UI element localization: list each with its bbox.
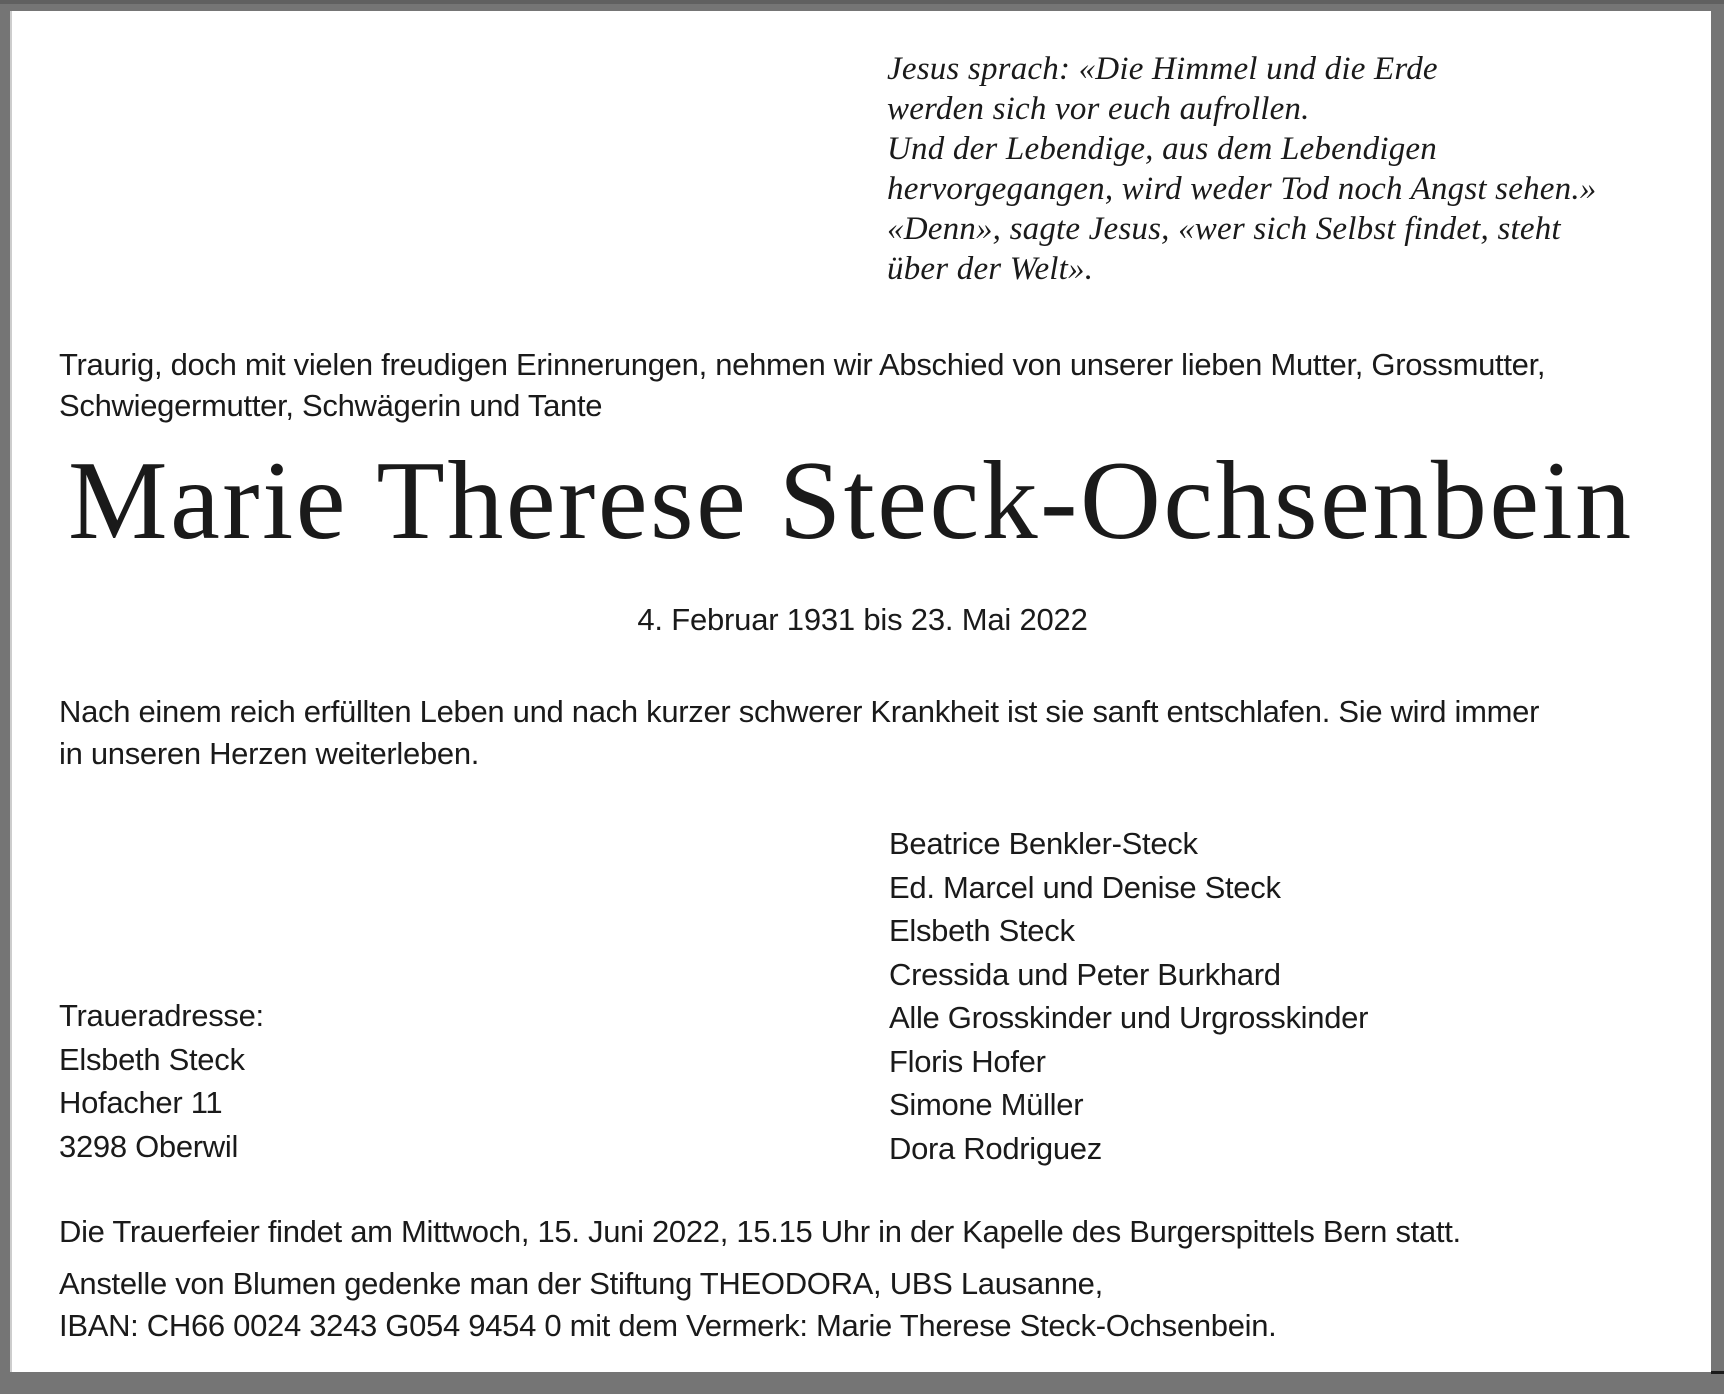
family-member: Ed. Marcel und Denise Steck	[889, 869, 1281, 905]
donation-iban-line: IBAN: CH66 0024 3243 G054 9454 0 mit dem Vermerk: Marie Therese Steck-Ochsenbein.	[59, 1308, 1277, 1343]
intro-line: Schwiegermutter, Schwägerin und Tante	[59, 388, 603, 423]
deceased-name: Marie Therese Steck-Ochsenbein	[68, 439, 1634, 563]
funeral-service-info: Die Trauerfeier findet am Mittwoch, 15. Juni 2022, 15.15 Uhr in der Kapelle des Burgerspittels Bern statt.	[59, 1214, 1461, 1249]
family-list	[889, 822, 1368, 1170]
quote-line: über der Welt».	[887, 251, 1094, 287]
family-member: Simone Müller	[889, 1087, 1084, 1122]
quote-line: Jesus sprach: «Die Himmel und die Erde	[887, 51, 1438, 87]
quote-line: Und der Lebendige, aus dem Lebendigen	[887, 131, 1437, 167]
donation-line: Anstelle von Blumen gedenke man der Stiftung THEODORA, UBS Lausanne,	[59, 1266, 1103, 1301]
frame-top-edge	[0, 0, 1724, 4]
family-member: Floris Hofer	[889, 1043, 1046, 1079]
quote-line: hervorgegangen, wird weder Tod noch Angst sehen.»	[887, 171, 1597, 207]
intro-line: Traurig, doch mit vielen freudigen Erinnerungen, nehmen wir Abschied von unserer lieben Mutter, Grossmutter,	[59, 347, 1546, 382]
mourning-address-line: 3298 Oberwil	[59, 1128, 239, 1164]
family-member: Elsbeth Steck	[889, 913, 1075, 948]
life-dates: 4. Februar 1931 bis 23. Mai 2022	[637, 602, 1088, 637]
obituary-page	[10, 11, 1711, 1372]
family-member: Alle Grosskinder und Urgrosskinder	[889, 1000, 1369, 1035]
mourning-address	[59, 994, 264, 1168]
mourning-address-line: Hofacher 11	[59, 1085, 223, 1120]
eulogy-line: Nach einem reich erfüllten Leben und nach kurzer schwerer Krankheit ist sie sanft entschlafen. Sie wird immer	[59, 694, 1540, 729]
eulogy-line: in unseren Herzen weiterleben.	[59, 735, 480, 771]
family-member: Dora Rodriguez	[889, 1130, 1102, 1166]
donation-info	[59, 1263, 1277, 1347]
scan-artifact-mark	[1711, 1371, 1724, 1374]
scripture-quote	[887, 49, 1596, 289]
family-member: Beatrice Benkler-Steck	[889, 826, 1198, 861]
announcement-intro	[59, 344, 1545, 426]
quote-line: «Denn», sagte Jesus, «wer sich Selbst findet, steht	[887, 211, 1561, 247]
quote-line: werden sich vor euch aufrollen.	[887, 91, 1310, 127]
mourning-address-label: Traueradresse:	[59, 998, 264, 1033]
family-member: Cressida und Peter Burkhard	[889, 956, 1281, 992]
eulogy-text	[59, 691, 1539, 774]
mourning-address-line: Elsbeth Steck	[59, 1041, 245, 1077]
